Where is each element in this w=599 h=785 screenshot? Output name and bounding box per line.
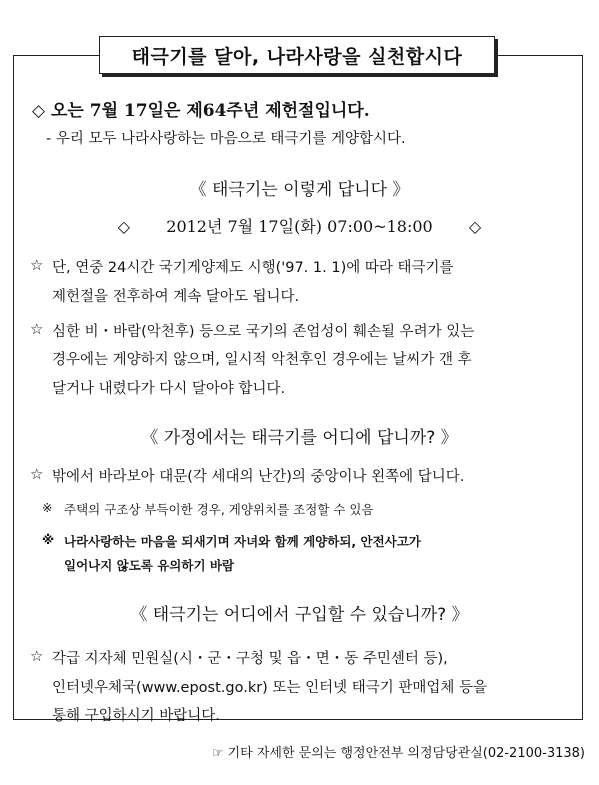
section-1-item-1-line-1: 단, 연중 24시간 국기게양제도 시행('97. 1. 1)에 따라 태극기를 [52, 260, 454, 276]
reference-mark-icon: ※ [42, 500, 53, 515]
star-icon: ☆ [30, 320, 44, 338]
diamond-icon: ◇ [468, 217, 482, 236]
section-1-item-2-line-1: 심한 비・바람(악천후) 등으로 국기의 존엄성이 훼손될 우려가 있는 [52, 324, 475, 340]
diamond-icon: ◇ [32, 101, 46, 121]
contact-footer-text: 기타 자세한 문의는 행정안전부 의정담당관실(02-2100-3138) [227, 746, 585, 761]
section-2-item-text: 밖에서 바라보아 대문(각 세대의 난간)의 중앙이나 왼쪽에 답니다. [52, 469, 465, 485]
section-2-note-1: 주택의 구조상 부득이한 경우, 게양위치를 조정할 수 있음 [64, 502, 374, 517]
display-period [0, 214, 599, 237]
notice-title-text: 태극기를 달아, 나라사랑을 실천합시다 [131, 45, 463, 68]
section-3-heading: 《 태극기는 어디에서 구입할 수 있습니까? 》 [130, 605, 469, 625]
star-icon: ☆ [30, 256, 44, 274]
section-3-item-line-2: 인터넷우체국(www.epost.go.kr) 또는 인터넷 태극기 판매업체 등을 [52, 680, 487, 696]
contact-footer [212, 742, 585, 761]
star-icon: ☆ [30, 647, 44, 665]
pointing-hand-icon: ☞ [211, 746, 224, 761]
display-period-text: 2012년 7월 17일(화) 07:00~18:00 [166, 217, 433, 236]
section-2-note-2-line-2: 일어나지 않도록 유의하기 바람 [64, 558, 235, 573]
section-1-item-1-line-2 [52, 285, 299, 306]
intro-line-2: - 우리 모두 나라사랑하는 마음으로 태극기를 게양합시다. [46, 131, 406, 147]
section-1-item-2-line-2: 경우에는 게양하지 않으며, 일시적 악천후인 경우에는 날씨가 갠 후 [52, 352, 472, 368]
section-2-heading: 《 가정에서는 태극기를 어디에 답니까? 》 [141, 428, 458, 448]
section-1-item-1-line-2-text: 제헌절을 전후하여 계속 달아도 됩니다. [52, 289, 300, 305]
section-2-note-2-line-1: 나라사랑하는 마음을 되새기며 자녀와 함께 게양하되, 안전사고가 [64, 534, 421, 549]
notice-title [99, 36, 495, 74]
section-1-heading: 《 태극기는 이렇게 답니다 》 [189, 180, 410, 200]
intro-text-1: 오는 7월 17일은 제64주년 제헌절입니다. [51, 101, 370, 121]
intro-line-1 [32, 96, 370, 121]
star-icon: ☆ [30, 465, 44, 483]
section-3-item-line-3: 통해 구입하시기 바랍니다. [52, 708, 220, 724]
section-3-item-line-1: 각급 지자체 민원실(시・군・구청 및 읍・면・동 주민센터 등), [52, 651, 448, 667]
section-1-item-2-line-3: 달거나 내렸다가 다시 달아야 합니다. [52, 381, 286, 397]
reference-mark-icon: ※ [42, 532, 55, 547]
diamond-icon: ◇ [117, 217, 131, 236]
